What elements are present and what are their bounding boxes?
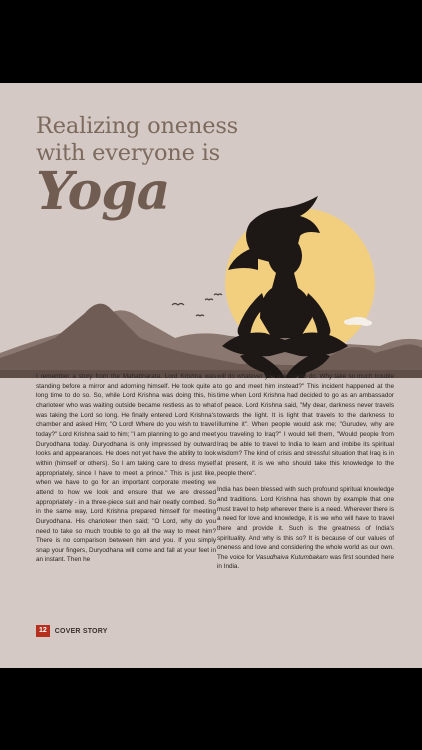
page-footer [36, 625, 108, 637]
page-number: 12 [36, 625, 50, 637]
section-label: COVER STORY [54, 627, 108, 635]
paragraph-text: India has been blessed with such profound spiritual knowledge and traditions. Lord Krishna has shown by example that one must travel to help wherever there is a need. Wherever there is a need for love and knowledge, it is we who will have to travel there and provide it. Such is the greatness of India's spirituality. And why is this so? It is because of our values of oneness and love and considering the whole world as our own. The voice for [217, 486, 395, 561]
paragraph-text-end: was first sounded here in India. [217, 553, 394, 571]
magazine-page [0, 83, 422, 668]
title-line-2: with everyone is [36, 140, 220, 166]
italic-phrase: Vasudhaiva Kutumbakam [255, 553, 328, 561]
body-paragraph: will do whatever you ask him to do. Why take so much trouble to go and meet him instead?" This incident happened at the time when Lord Krishna had decided to go as an ambassador of peace. Lord Krishna said, "My dear, darkness never travels towards the light. It is light that travels to the darkness to illumine it". When people would ask me; "Gurudev, why are you traveling to Iraq?" I would tell them, "Would people from Iraq be able to travel to India to learn and imbibe its spiritual wisdom? The kind of crisis and stressful situation that Iraq is in at present, it is we who should take this knowledge to the people there". [217, 373, 394, 477]
title-line-3: Yoga [36, 161, 170, 222]
body-paragraph: I remember a story from the Mahabharata. Lord Krishna was standing before a mirror and adorning himself. He took quite a long time to do so. So, while Lord Krishna was doing this, his charioteer who was waiting outside became restless as to what was taking the Lord so long. He finally entered Lord Krishna's chamber and asked Him; "O Lord! Where do you wish to travel today?" Lord Krishna said to him; "I am planning to go and meet Duryodhana today. Duryodhana is only impressed by outward looks and appearances. He does not yet have the ability to look within (himself or others). So I am taking care to dress myself appropriately, since I have to meet a prince." This is just like, when we have to go for an important corporate meeting we attend to how we look and ensure that we are dressed appropriately - in a three-piece suit and hair neatly combed. So in the same way, Lord Krishna prepared himself for meeting Duryodhana. His charioteer then said; "O Lord, why do you need to take so much trouble to go all the way to meet him? There is no comparison between him and you. If you simply snap your fingers, Duryodhana will come and fall at your feet in an instant. Then he [36, 373, 216, 564]
yoga-illustration [0, 178, 422, 378]
body-paragraph [217, 485, 394, 572]
birds-icon [172, 294, 222, 316]
title-line-1: Realizing oneness [36, 113, 239, 139]
body-column-left [36, 372, 216, 572]
body-column-right [217, 372, 394, 579]
